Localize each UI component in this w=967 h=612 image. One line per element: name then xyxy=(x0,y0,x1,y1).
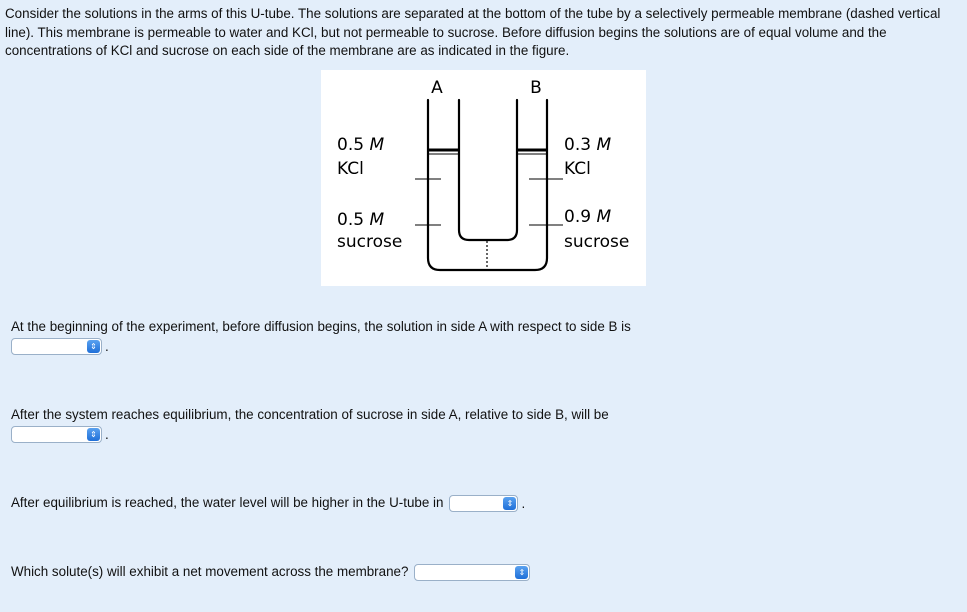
right-kcl-concentration: 0.3 M xyxy=(564,135,612,155)
up-down-chevron-icon: ⇕ xyxy=(515,566,528,579)
question-4-text: Which solute(s) will exhibit a net movement across the membrane? xyxy=(11,564,409,579)
question-3 xyxy=(11,494,525,512)
label-side-b: B xyxy=(530,78,542,98)
right-sucrose-label: sucrose xyxy=(564,232,630,252)
question-2-period: . xyxy=(105,427,109,442)
question-2-text: After the system reaches equilibrium, the concentration of sucrose in side A, relative to side B, will be xyxy=(11,407,609,422)
up-down-chevron-icon: ⇕ xyxy=(503,497,516,510)
question-1-text: At the beginning of the experiment, before diffusion begins, the solution in side A with respect to side B is xyxy=(11,319,631,334)
question-3-dropdown[interactable] xyxy=(449,495,518,512)
left-sucrose-label: sucrose xyxy=(337,232,403,252)
u-tube xyxy=(428,100,547,270)
label-side-a: A xyxy=(431,78,443,98)
u-tube-inner-wall xyxy=(459,100,517,240)
up-down-chevron-icon: ⇕ xyxy=(87,428,100,441)
question-4-dropdown[interactable] xyxy=(414,564,530,581)
pointer-lines xyxy=(415,179,563,225)
question-4 xyxy=(11,563,533,581)
question-2 xyxy=(11,406,609,443)
u-tube-figure xyxy=(321,70,646,286)
question-2-dropdown[interactable] xyxy=(11,426,102,443)
question-3-text: After equilibrium is reached, the water level will be higher in the U-tube in xyxy=(11,495,444,510)
u-tube-outer-wall xyxy=(428,100,547,270)
left-sucrose-concentration: 0.5 M xyxy=(337,210,385,230)
up-down-chevron-icon: ⇕ xyxy=(87,340,100,353)
question-1-period: . xyxy=(105,339,109,354)
liquid-levels xyxy=(429,150,546,154)
question-1-dropdown[interactable] xyxy=(11,338,102,355)
question-1 xyxy=(11,318,631,355)
left-kcl-concentration: 0.5 M xyxy=(337,135,385,155)
right-kcl-label: KCl xyxy=(564,159,591,179)
left-kcl-label: KCl xyxy=(337,159,364,179)
right-sucrose-concentration: 0.9 M xyxy=(564,207,612,227)
question-3-period: . xyxy=(521,495,526,511)
intro-text: Consider the solutions in the arms of this U-tube. The solutions are separated at the bottom of the tube by a selectively permeable membrane (dashed vertical line). This membrane is permeable to water and KCl, but not permeable to sucrose. Before diffusion begins the solutions are of equal volume and the concentrations of KCl and sucrose on each side of the membrane are as indicated in the figure. xyxy=(5,6,941,58)
u-tube-diagram xyxy=(321,70,646,286)
